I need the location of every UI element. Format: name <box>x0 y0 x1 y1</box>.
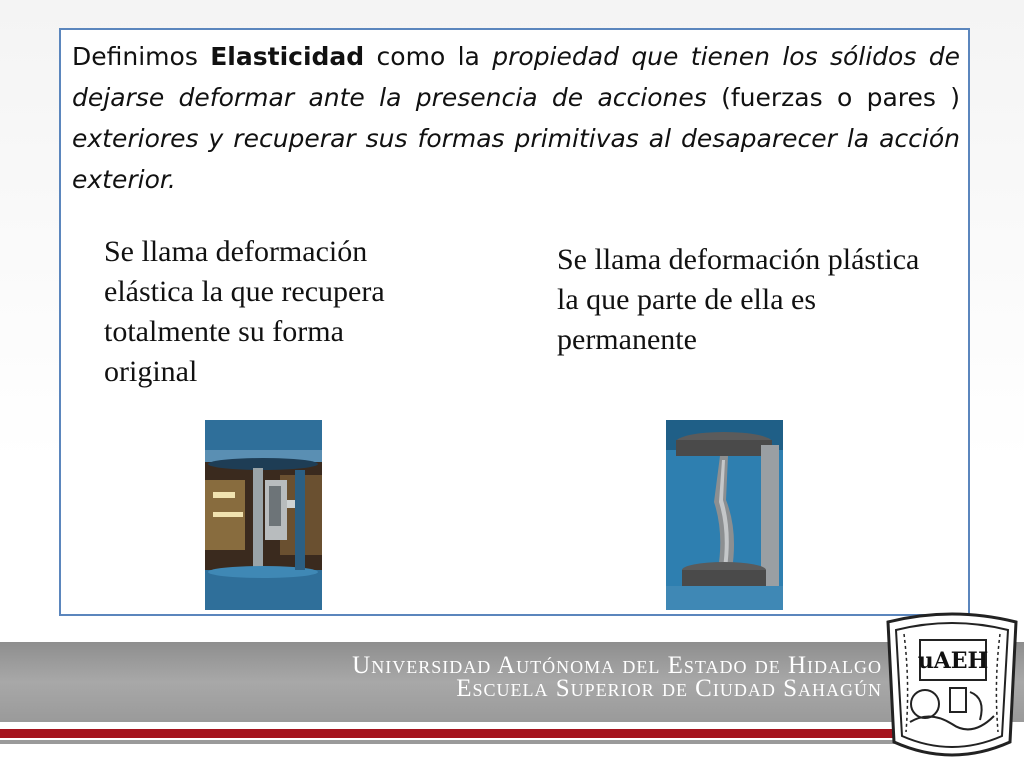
university-seal-logo <box>880 612 1024 762</box>
red-stripe <box>0 729 900 738</box>
plastic-test-photo <box>666 420 783 610</box>
elastic-test-photo <box>205 420 322 610</box>
definition-text-2: como la <box>364 42 493 71</box>
seal-monogram: uAEH <box>917 648 989 674</box>
elasticity-definition <box>72 36 960 200</box>
definition-italic-2: exteriores y recuperar sus formas primitivas al desaparecer la acción exterior. <box>72 124 960 194</box>
definition-term: Elasticidad <box>210 42 365 71</box>
gray-stripe <box>0 740 900 744</box>
school-name: Escuela Superior de Ciudad Sahagún <box>456 675 882 702</box>
definition-italic-1: propiedad que tienen los sólidos de dejarse deformar ante la presencia de acciones <box>72 42 960 112</box>
plastic-deformation-text: Se llama deformación plástica la que parte de ella es permanente <box>557 243 920 356</box>
elastic-deformation-text: Se llama deformación elástica la que recupera totalmente su forma original <box>104 235 385 388</box>
definition-text-3: (fuerzas o pares ) <box>706 83 960 112</box>
university-name: Universidad Autónoma del Estado de Hidalgo <box>352 652 882 679</box>
definition-text-1: Definimos <box>72 42 211 71</box>
